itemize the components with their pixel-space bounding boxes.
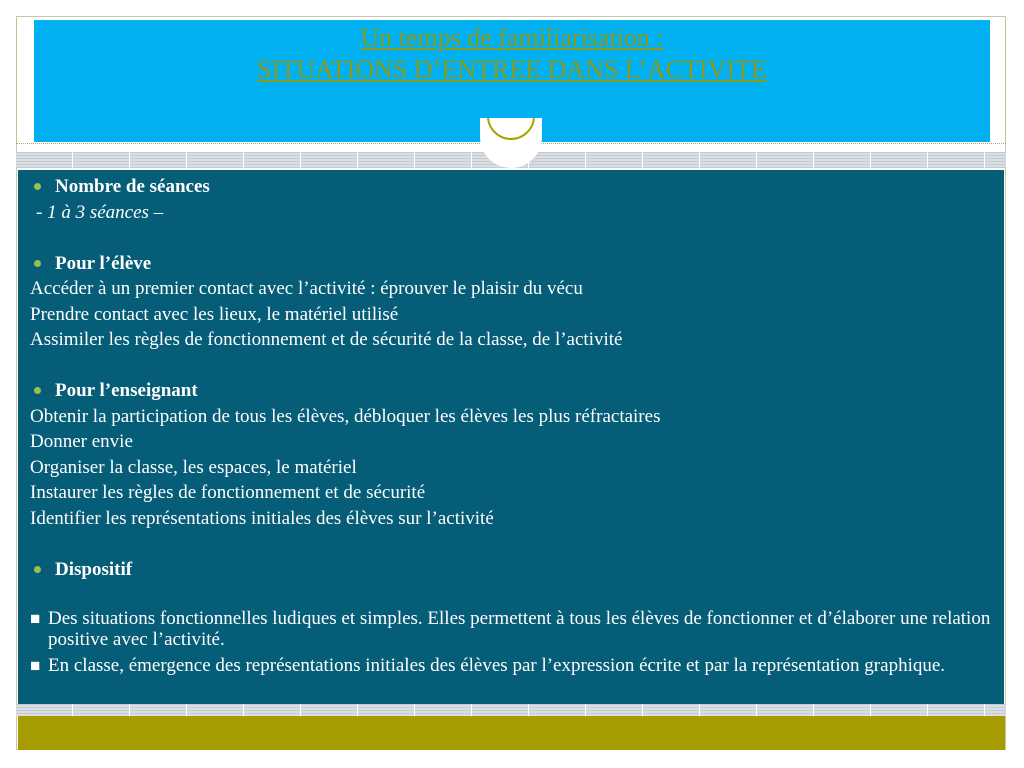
left-dotted-border [16, 20, 17, 144]
heading-text: Dispositif [55, 558, 133, 580]
section-heading [30, 557, 1004, 583]
heading-text: Pour l’élève [55, 252, 152, 274]
text-line: Instaurer les règles de fonctionnement et de sécurité [30, 482, 426, 503]
content-panel [18, 170, 1004, 704]
section-heading [30, 378, 1004, 404]
text-line: Accéder à un premier contact avec l’activité : éprouver le plaisir du vécu [30, 278, 583, 299]
bullet-dot-icon [34, 566, 41, 573]
square-bullet-icon: ■ [30, 608, 41, 628]
heading-text: Pour l’enseignant [55, 380, 198, 401]
text-line: Assimiler les règles de fonctionnement et de sécurité de la classe, de l’activité [30, 329, 623, 350]
right-dotted-border [1005, 20, 1006, 144]
bullet-dot-icon [34, 260, 41, 267]
slide-title [34, 22, 990, 86]
dispositif-item [30, 608, 1004, 650]
text-line: Prendre contact avec les lieux, le matériel utilisé [30, 303, 399, 325]
text-line: - 1 à 3 séances – [36, 201, 164, 223]
title-line-2: SITUATIONS D’ENTREE DANS L’ACTIVITE [257, 55, 767, 84]
square-bullet-icon: ■ [30, 655, 41, 675]
circle-ring-icon [487, 118, 535, 140]
bullet-dot-icon [34, 387, 41, 394]
footer-bar [18, 716, 1005, 750]
dispositif-text: Des situations fonctionnelles ludiques et simples. Elles permettent à tous les élèves de fonctionner et d’élaborer une relation positive avec l’activité. [48, 607, 991, 650]
heading-text: Nombre de séances [55, 176, 210, 197]
title-line-1: Un temps de familiarisation : [360, 23, 664, 52]
text-line: Identifier les représentations initiales des élèves sur l’activité [30, 507, 494, 529]
dispositif-item [30, 655, 1004, 676]
bottom-ruler-strip [16, 704, 1006, 716]
text-line: Obtenir la participation de tous les élèves, débloquer les élèves les plus réfractaires [30, 405, 661, 427]
bullet-dot-icon [34, 183, 41, 190]
text-line: Donner envie [30, 431, 133, 452]
section-heading [30, 251, 1004, 277]
dispositif-text: En classe, émergence des représentations initiales des élèves par l’expression écrite et par la représentation graphique. [48, 654, 946, 676]
section-heading [30, 174, 1004, 200]
text-line: Organiser la classe, les espaces, le matériel [30, 456, 357, 478]
